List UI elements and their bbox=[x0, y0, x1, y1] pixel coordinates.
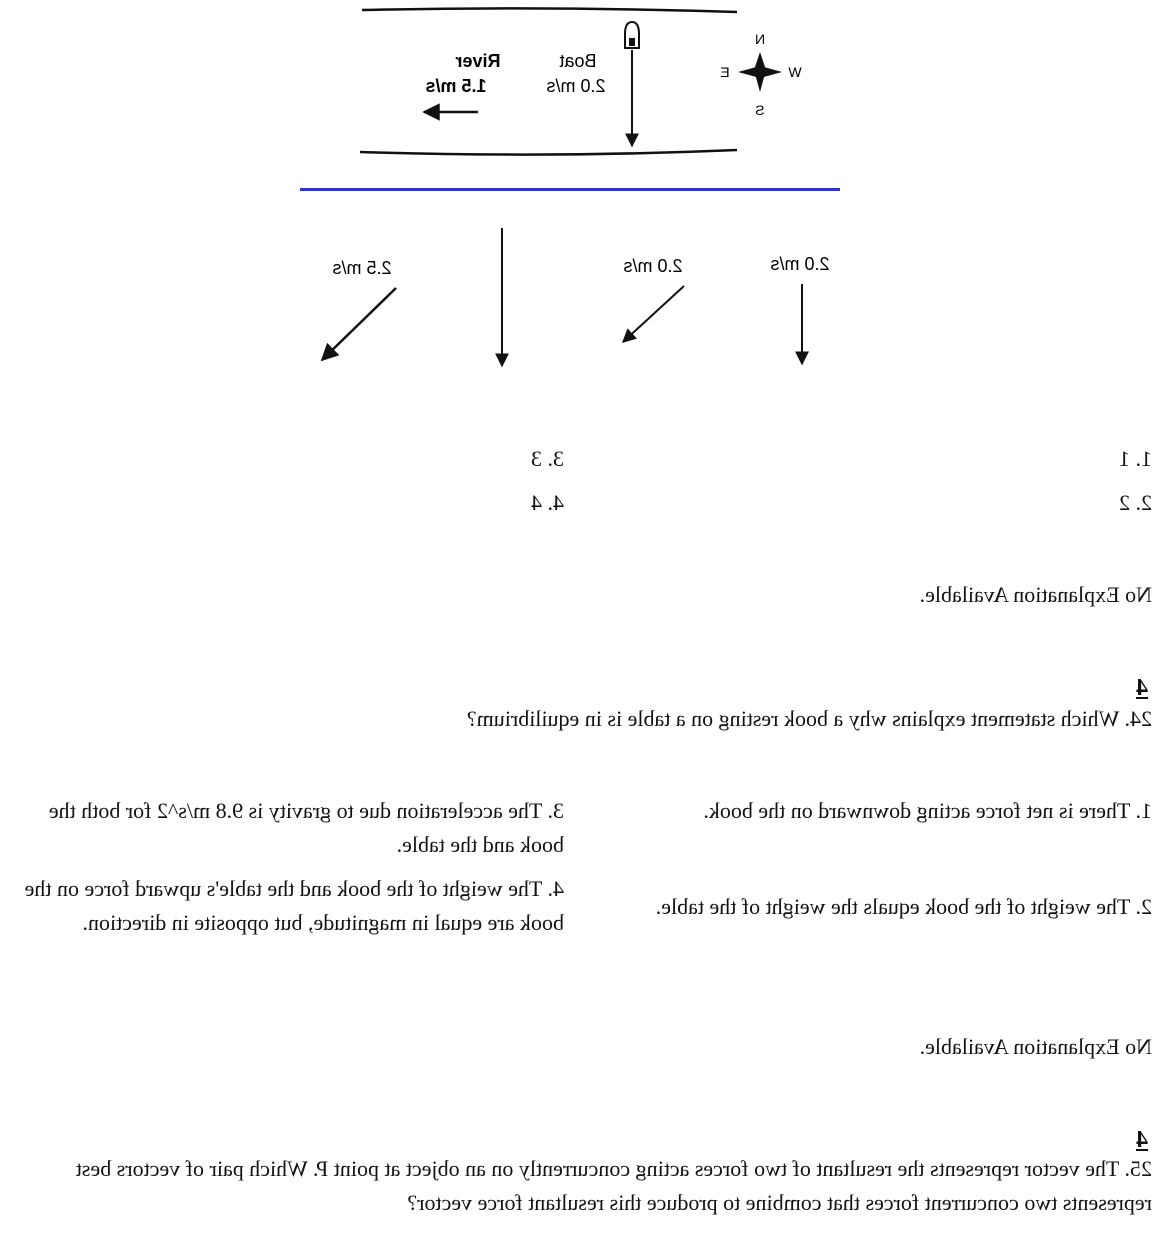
q23-choice-4: 4. 4 bbox=[531, 490, 564, 515]
compass-s-label: S bbox=[755, 102, 765, 118]
q24-choice-3: 3. The acceleration due to gravity is 9.8 m/s^2 for both the book and the table. bbox=[48, 798, 564, 857]
q24-question: 24. Which statement explains why a book resting on a table is in equilibrium? bbox=[466, 706, 1152, 731]
river-label: River bbox=[455, 51, 501, 71]
vector-2-label: 2.0 m/s bbox=[623, 256, 683, 276]
river-speed-label: 1.5 m/s bbox=[425, 76, 487, 96]
q23-choice-2: 2. 2 bbox=[1119, 490, 1152, 515]
q24-choice-2: 2. The weight of the book equals the weight of the table. bbox=[655, 894, 1152, 919]
compass-e-label: E bbox=[720, 64, 730, 80]
boat-icon bbox=[625, 22, 639, 48]
answer-vectors-figure bbox=[0, 200, 1152, 400]
q23-choice-1: 1. 1 bbox=[1119, 446, 1152, 471]
q24-explanation: No Explanation Available. bbox=[919, 1034, 1152, 1059]
q25-answer-number: 4 bbox=[1136, 1127, 1148, 1153]
compass-w-label: W bbox=[788, 64, 802, 80]
q24-choice-1: 1. There is net force acting downward on the book. bbox=[703, 798, 1152, 823]
vector-1-label: 2.0 m/s bbox=[770, 254, 830, 274]
q24-answer-number: 4 bbox=[1136, 675, 1148, 701]
river-top-bank bbox=[362, 8, 737, 12]
vector-2-arrow bbox=[623, 286, 684, 342]
section-divider bbox=[300, 188, 840, 191]
vector-4-arrow bbox=[322, 288, 396, 360]
boat-label: Boat bbox=[559, 51, 597, 71]
vector-4-label: 2.5 m/s bbox=[332, 258, 392, 278]
q23-choice-3: 3. 3 bbox=[531, 446, 564, 471]
compass-n-label: N bbox=[754, 31, 766, 47]
river-boat-figure bbox=[0, 0, 1152, 200]
river-bottom-bank bbox=[360, 150, 737, 155]
compass-rose-icon bbox=[738, 52, 782, 92]
q24-choice-4: 4. The weight of the book and the table's upward force on the book are equal in magnitude, but opposite in direction. bbox=[24, 876, 564, 935]
q25-question: 25. The vector represents the resultant of two forces acting concurrently on an object at point P. Which pair of vectors best represents two concurrent forces that combine to produce this resultant force vector? bbox=[75, 1156, 1152, 1215]
q23-explanation: No Explanation Available. bbox=[919, 582, 1152, 607]
boat-speed-label: 2.0 m/s bbox=[546, 76, 606, 96]
